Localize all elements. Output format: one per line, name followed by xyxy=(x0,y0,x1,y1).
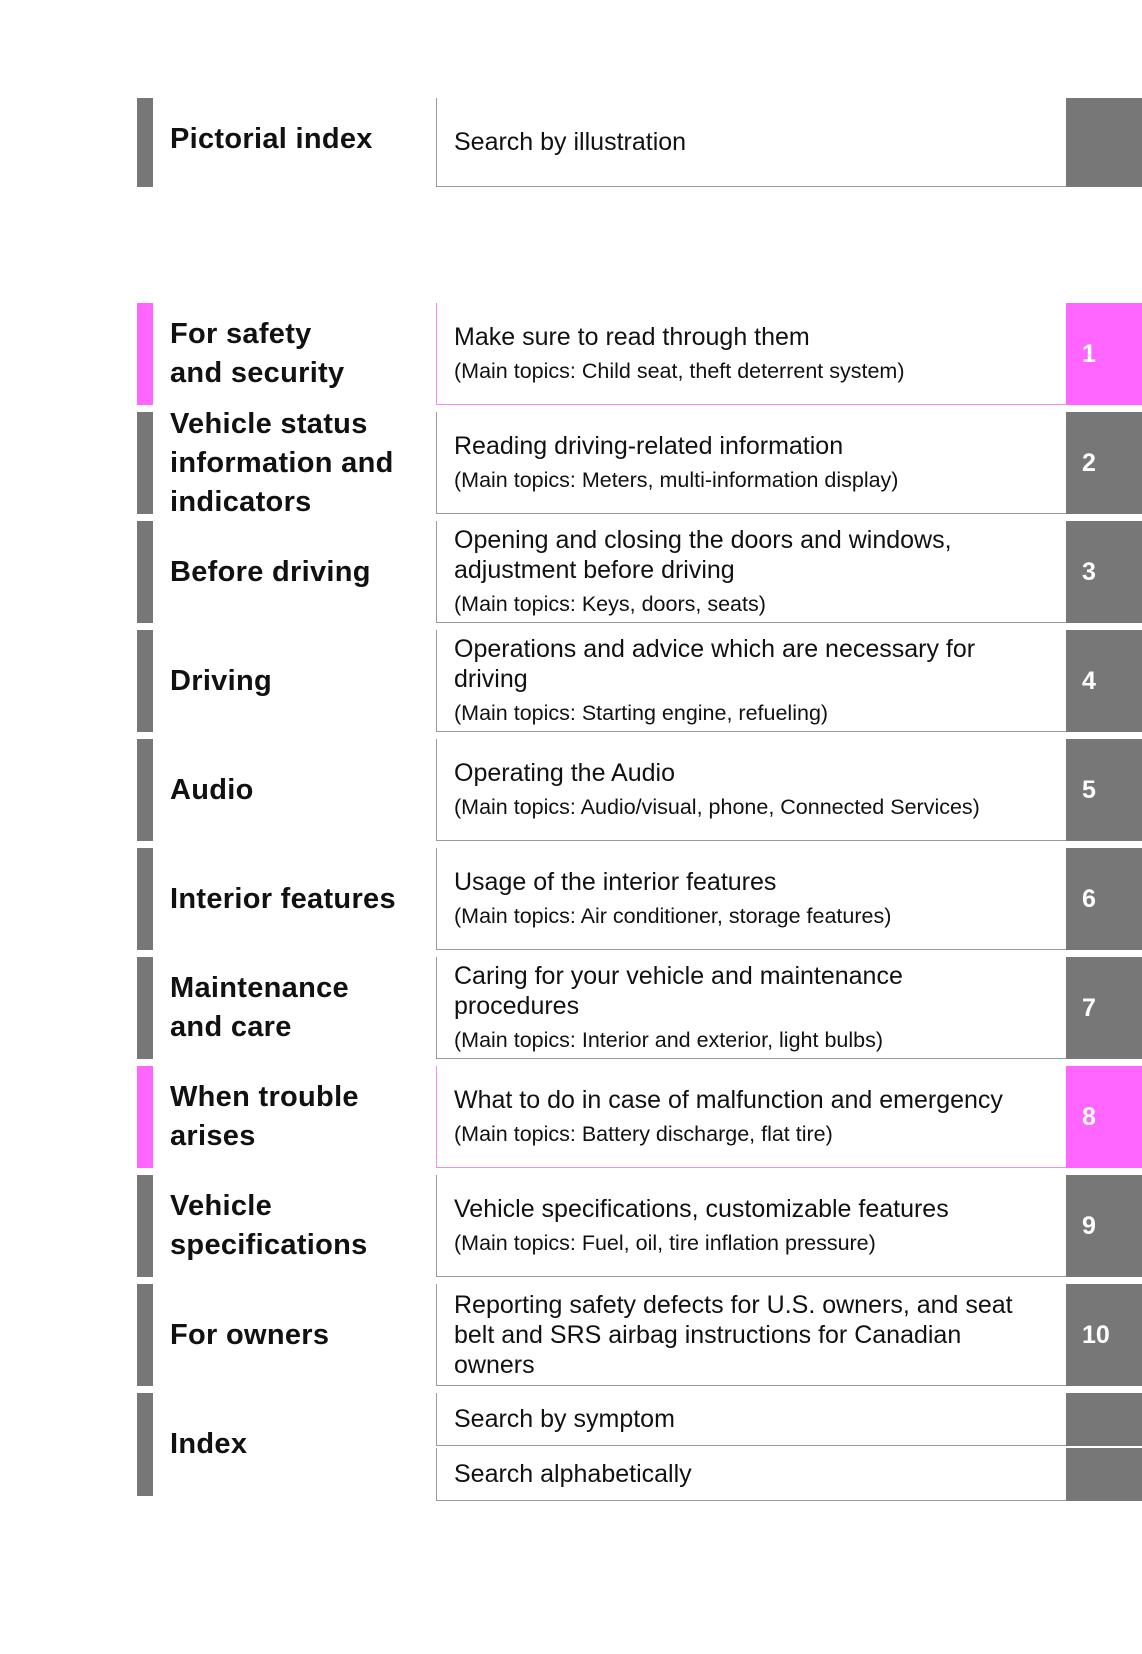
index-tab[interactable] xyxy=(1066,1393,1142,1446)
section-desc: Usage of the interior features (Main topics: Air conditioner, storage features) xyxy=(436,848,1066,950)
section-bar xyxy=(137,303,153,405)
index-row xyxy=(0,1393,1142,1496)
pictorial-index-desc: Search by illustration xyxy=(436,98,1066,187)
section-row-10[interactable] xyxy=(0,1284,1142,1386)
index-search-symptom[interactable]: Search by symptom xyxy=(436,1393,1142,1446)
section-tab-10[interactable]: 10 xyxy=(1066,1284,1142,1386)
section-title: When trouble arises xyxy=(170,1081,359,1152)
section-title: Vehicle specifications xyxy=(170,1190,368,1261)
section-title: Audio xyxy=(170,773,254,806)
section-bar xyxy=(137,1284,153,1386)
section-desc: Reading driving-related information (Main topics: Meters, multi-information display) xyxy=(436,412,1066,514)
index-search-alphabetically[interactable]: Search alphabetically xyxy=(436,1448,1142,1501)
section-bar xyxy=(137,1066,153,1168)
section-desc: Operating the Audio (Main topics: Audio/visual, phone, Connected Services) xyxy=(436,739,1066,841)
section-bar xyxy=(137,1393,153,1496)
pictorial-index-tab[interactable] xyxy=(1066,98,1142,187)
section-desc: Opening and closing the doors and windows, adjustment before driving (Main topics: Keys, doors, seats) xyxy=(436,521,1066,623)
section-desc: Make sure to read through them (Main topics: Child seat, theft deterrent system) xyxy=(436,303,1066,405)
section-desc: Vehicle specifications, customizable features (Main topics: Fuel, oil, tire inflation pressure) xyxy=(436,1175,1066,1277)
section-tab-6[interactable]: 6 xyxy=(1066,848,1142,950)
section-title: Driving xyxy=(170,664,272,697)
section-desc: Caring for your vehicle and maintenance procedures (Main topics: Interior and exterior, light bulbs) xyxy=(436,957,1066,1059)
pictorial-index-row[interactable] xyxy=(0,98,1142,187)
section-tab-1[interactable]: 1 xyxy=(1066,303,1142,405)
section-desc: Reporting safety defects for U.S. owners, and seat belt and SRS airbag instructions for Canadian owners xyxy=(436,1284,1066,1386)
section-row-8[interactable] xyxy=(0,1066,1142,1168)
section-desc: What to do in case of malfunction and emergency (Main topics: Battery discharge, flat tire) xyxy=(436,1066,1066,1168)
section-bar xyxy=(137,957,153,1059)
section-tab-9[interactable]: 9 xyxy=(1066,1175,1142,1277)
section-tab-7[interactable]: 7 xyxy=(1066,957,1142,1059)
section-bar xyxy=(137,521,153,623)
index-title: Index xyxy=(170,1428,248,1460)
section-tab-4[interactable]: 4 xyxy=(1066,630,1142,732)
section-tab-8[interactable]: 8 xyxy=(1066,1066,1142,1168)
section-bar xyxy=(137,98,153,187)
section-row-2[interactable] xyxy=(0,407,1142,518)
pictorial-index-title: Pictorial index xyxy=(170,123,373,155)
section-bar xyxy=(137,1175,153,1277)
section-row-7[interactable] xyxy=(0,957,1142,1059)
section-title: Interior features xyxy=(170,882,396,915)
section-title: Vehicle status information and indicators xyxy=(170,407,394,518)
section-title: Before driving xyxy=(170,555,371,588)
section-desc: Operations and advice which are necessary for driving (Main topics: Starting engine, refueling) xyxy=(436,630,1066,732)
section-title: Maintenance and care xyxy=(170,972,349,1043)
section-tab-5[interactable]: 5 xyxy=(1066,739,1142,841)
section-bar xyxy=(137,739,153,841)
section-tab-2[interactable]: 2 xyxy=(1066,412,1142,514)
section-bar xyxy=(137,412,153,514)
index-tab[interactable] xyxy=(1066,1448,1142,1501)
section-row-1[interactable] xyxy=(0,303,1142,405)
section-bar xyxy=(137,848,153,950)
section-bar xyxy=(137,630,153,732)
section-row-3[interactable] xyxy=(0,521,1142,623)
section-row-9[interactable] xyxy=(0,1175,1142,1277)
section-title: For owners xyxy=(170,1318,330,1351)
section-title: For safety and security xyxy=(170,318,345,389)
section-row-4[interactable] xyxy=(0,630,1142,732)
section-row-5[interactable] xyxy=(0,739,1142,841)
section-tab-3[interactable]: 3 xyxy=(1066,521,1142,623)
section-row-6[interactable] xyxy=(0,848,1142,950)
